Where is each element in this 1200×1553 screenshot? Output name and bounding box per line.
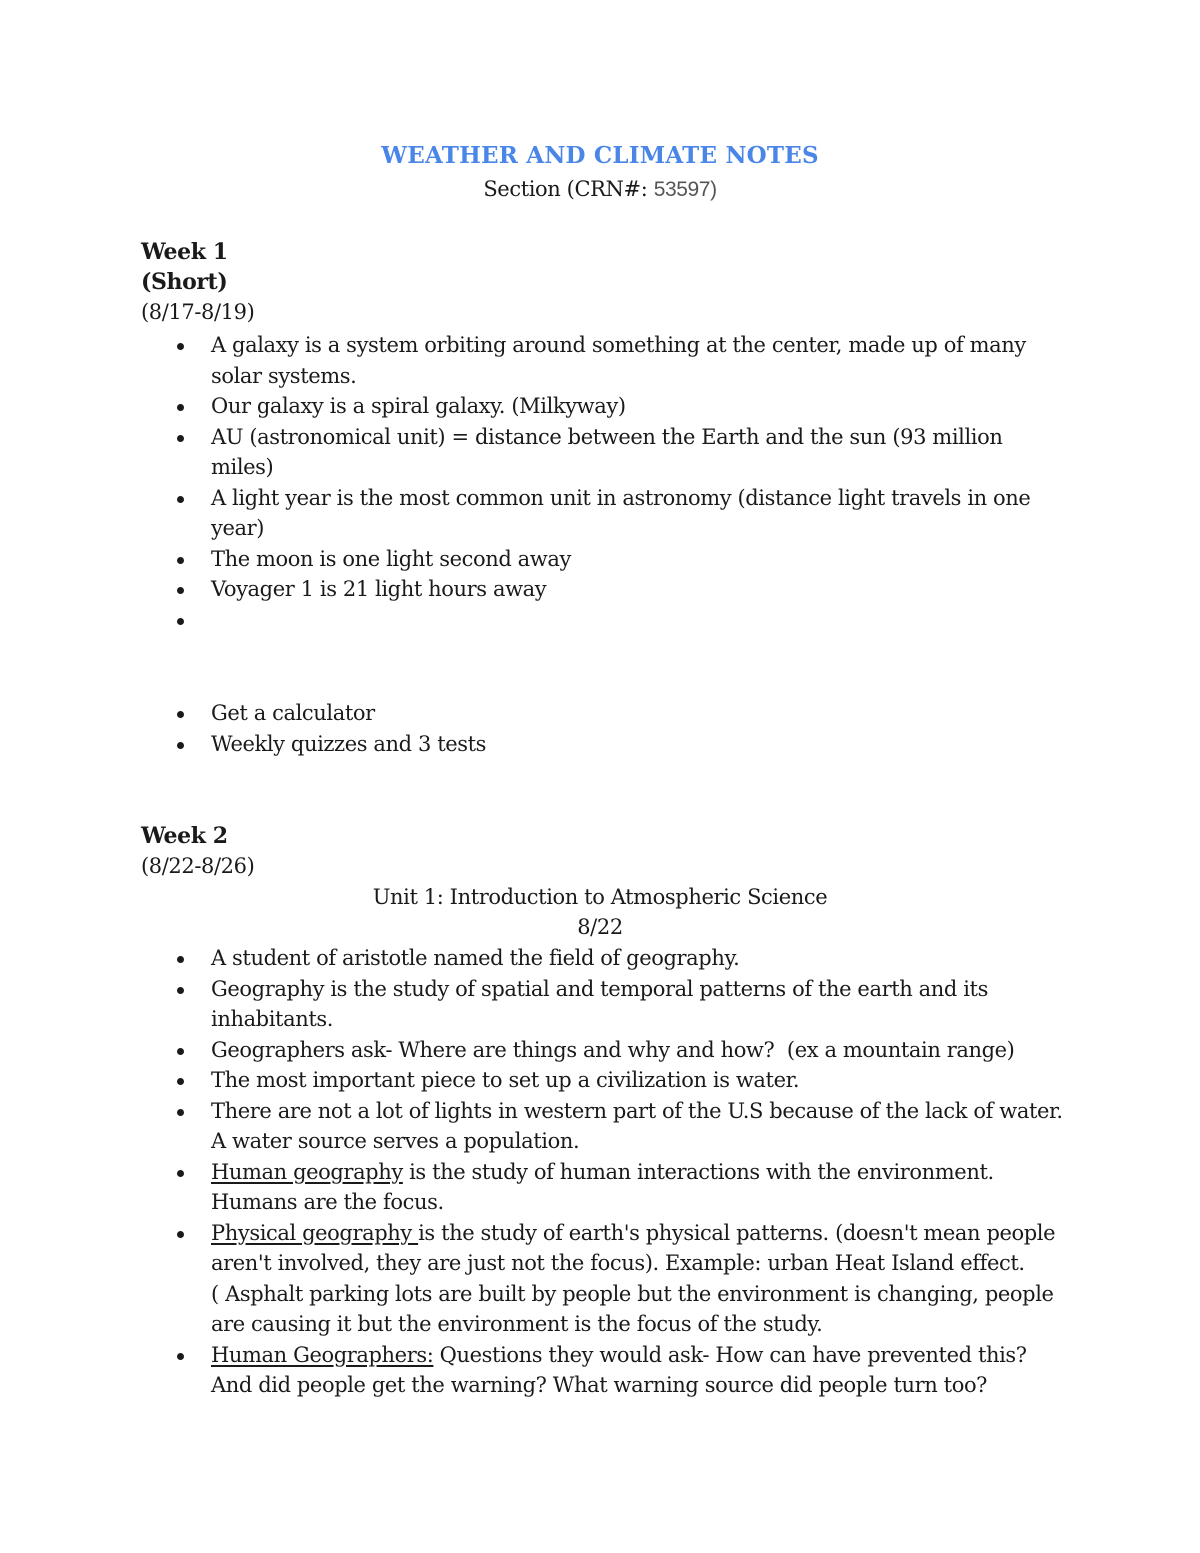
week1-note: (Short): [141, 269, 228, 295]
bullet-dot: [177, 1078, 184, 1085]
week1-header: [141, 237, 254, 328]
list-item-empty: [176, 605, 1076, 636]
unit-title: Unit 1: Introduction to Atmospheric Science: [372, 885, 828, 909]
term-human-geography: Human geography: [211, 1159, 403, 1184]
list-item: Geographers ask- Where are things and why and how? (ex a mountain range): [176, 1035, 1076, 1066]
document-title: WEATHER AND CLIMATE NOTES: [381, 142, 819, 169]
term-physical-geography: Physical geography: [211, 1220, 419, 1245]
list-item: Our galaxy is a spiral galaxy. (Milkyway): [176, 391, 1076, 422]
week2-header: [141, 821, 254, 882]
list-item-human-geography: Human geography is the study of human interactions with the environment. Humans are the focus.: [176, 1157, 1076, 1218]
week2-dates: (8/22-8/26): [141, 854, 255, 878]
list-item: A student of aristotle named the field of geography.: [176, 943, 1076, 974]
bullet-dot: [177, 711, 184, 718]
week1-bullet-list: [176, 330, 1076, 635]
list-item: Geography is the study of spatial and temporal patterns of the earth and its inhabitants.: [176, 974, 1076, 1035]
list-item: A galaxy is a system orbiting around something at the center, made up of many solar systems.: [176, 330, 1076, 391]
bullet-dot: [177, 956, 184, 963]
week2-heading: Week 2: [141, 823, 228, 849]
unit-date: 8/22: [577, 915, 623, 939]
list-item-physical-geography: Physical geography is the study of earth's physical patterns. (doesn't mean people aren't involved, they are just not the focus). Example: urban Heat Island effect. ( Asphalt parking lots are built by people but the environment is changing, people are causing it but the environment is the focus of the study.: [176, 1218, 1076, 1340]
list-item: The most important piece to set up a civilization is water.: [176, 1065, 1076, 1096]
list-item: A light year is the most common unit in astronomy (distance light travels in one year): [176, 483, 1076, 544]
bullet-dot: [177, 404, 184, 411]
list-item: There are not a lot of lights in western part of the U.S because of the lack of water. A water source serves a population.: [176, 1096, 1076, 1157]
list-item: Get a calculator: [176, 698, 1076, 729]
bullet-dot: [177, 1231, 184, 1238]
week2-bullet-list: [176, 943, 1076, 1401]
bullet-dot: [177, 1109, 184, 1116]
bullet-dot: [177, 1048, 184, 1055]
bullet-dot: [177, 987, 184, 994]
week1-bullet-list-2: [176, 698, 1076, 759]
crn-label: Section (CRN#:: [483, 177, 654, 201]
bullet-dot: [177, 435, 184, 442]
bullet-dot: [177, 343, 184, 350]
bullet-dot: [177, 618, 184, 625]
bullet-dot: [177, 1353, 184, 1360]
list-item: AU (astronomical unit) = distance between the Earth and the sun (93 million miles): [176, 422, 1076, 483]
section-subtitle: [0, 177, 1200, 202]
week1-dates: (8/17-8/19): [141, 300, 255, 324]
list-item-human-geographers: Human Geographers: Questions they would ask- How can have prevented this? And did people get the warning? What warning source did people turn too?: [176, 1340, 1076, 1401]
list-item: Voyager 1 is 21 light hours away: [176, 574, 1076, 605]
list-item: Weekly quizzes and 3 tests: [176, 729, 1076, 760]
term-human-geographers: Human Geographers:: [211, 1342, 434, 1367]
bullet-dot: [177, 587, 184, 594]
week1-heading: Week 1: [141, 239, 228, 265]
bullet-dot: [177, 496, 184, 503]
bullet-dot: [177, 557, 184, 564]
crn-close: ): [710, 178, 717, 201]
bullet-dot: [177, 742, 184, 749]
list-item: The moon is one light second away: [176, 544, 1076, 575]
crn-number: 53597: [653, 178, 711, 201]
bullet-dot: [177, 1170, 184, 1177]
